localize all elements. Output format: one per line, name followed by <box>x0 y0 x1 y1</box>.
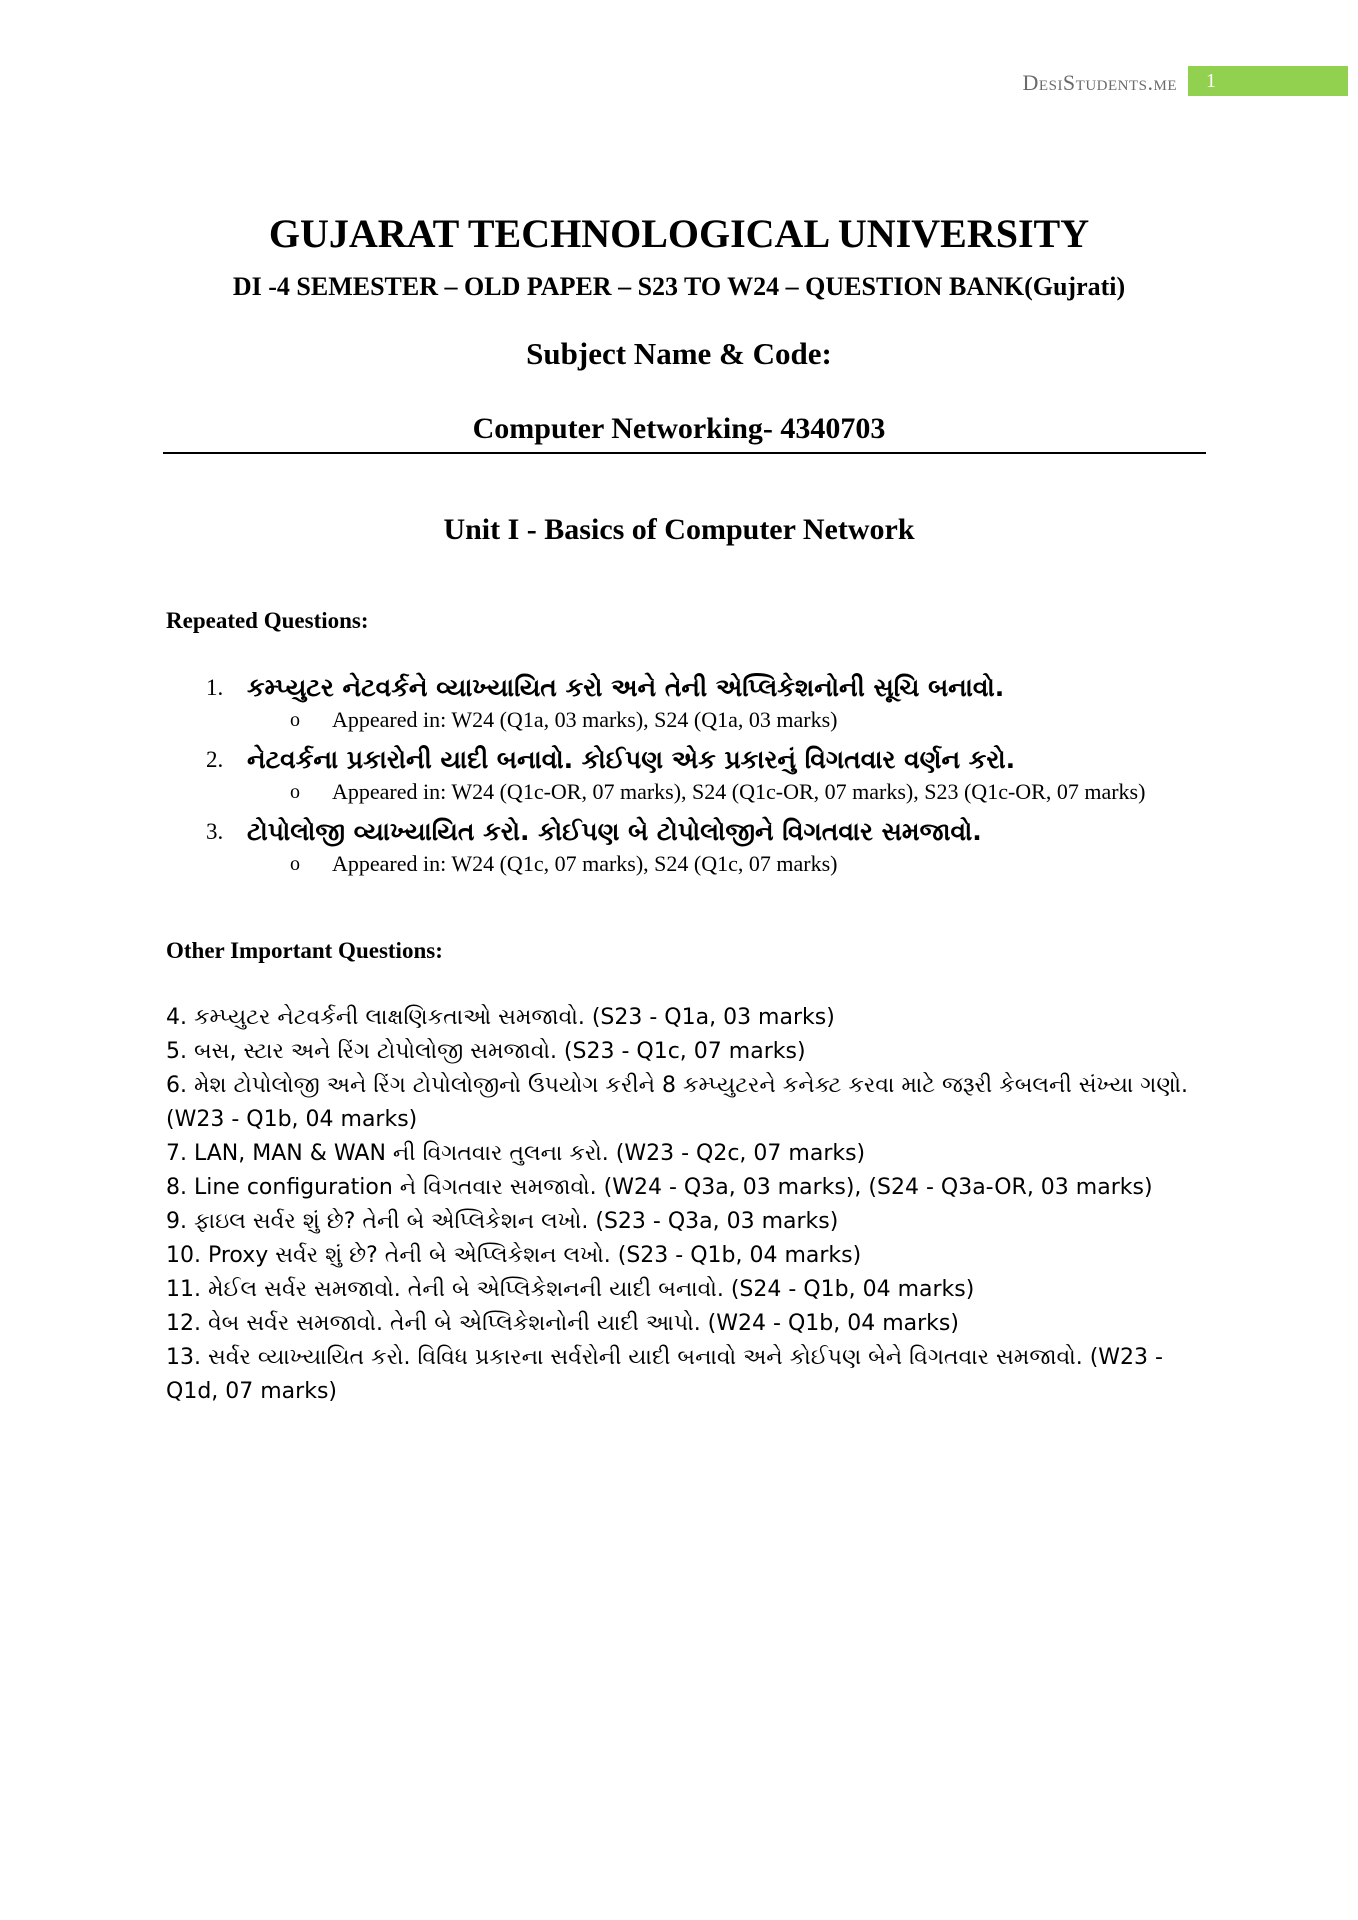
page-subtitle: DI -4 SEMESTER – OLD PAPER – S23 TO W24 – QUESTION BANK(Gujrati) <box>232 272 1126 301</box>
other-question-item: 12. વેબ સર્વર સમજાવો. તેની બે એપ્લિકેશનોની યાદી આપો. (W24 - Q1b, 04 marks) <box>166 1311 959 1336</box>
other-question-item: 6. મેશ ટોપોલોજી અને રિંગ ટોપોલોજીનો ઉપયોગ કરીને 8 કમ્પ્યુટરને કનેક્ટ કરવા માટે જરૂરી કેબલની સંખ્યા ગણો. (W23 - Q1b, 04 marks) <box>166 1073 1189 1132</box>
other-question-item: 13. સર્વર વ્યાખ્યાયિત કરો. વિવિધ પ્રકારના સર્વરોની યાદી બનાવો અને કોઈપણ બેને વિગતવાર સમજાવો. (W23 - Q1d, 07 marks) <box>166 1345 1163 1404</box>
other-question-item: 10. Proxy સર્વર શું છે? તેની બે એપ્લિકેશન લખો. (S23 - Q1b, 04 marks) <box>166 1243 862 1268</box>
question-text: ટોપોલોજી વ્યાખ્યાયિત કરો. કોઈપણ બે ટોપોલોજીને વિગતવાર સમજાવો. <box>247 817 982 846</box>
appeared-in-row <box>166 778 1206 806</box>
other-question-item: 7. LAN, MAN & WAN ની વિગતવાર તુલના કરો. (W23 - Q2c, 07 marks) <box>166 1141 866 1166</box>
repeated-question-item <box>166 742 1206 806</box>
question-number: 2. <box>206 747 224 772</box>
repeated-questions-heading: Repeated Questions: <box>166 608 369 633</box>
appeared-in-row <box>166 850 1206 878</box>
bullet-icon: o <box>290 781 300 803</box>
bullet-icon: o <box>290 709 300 731</box>
page-number-badge <box>1188 66 1348 96</box>
subject-code: Computer Networking- 4340703 <box>472 412 886 445</box>
question-row <box>166 814 1206 850</box>
other-questions-list <box>166 1000 1206 1408</box>
other-question-item: 11. મેઈલ સર્વર સમજાવો. તેની બે એપ્લિકેશનની યાદી બનાવો. (S24 - Q1b, 04 marks) <box>166 1277 975 1302</box>
page-header <box>938 66 1358 98</box>
unit-title: Unit I - Basics of Computer Network <box>443 513 915 546</box>
bullet-icon: o <box>290 853 300 875</box>
repeated-questions-list <box>166 670 1206 886</box>
question-row <box>166 670 1206 706</box>
appeared-in-text: Appeared in: W24 (Q1c, 07 marks), S24 (Q1c, 07 marks) <box>332 851 838 876</box>
question-text: કમ્પ્યુટર નેટવર્કને વ્યાખ્યાયિત કરો અને તેની એપ્લિકેશનોની સૂચિ બનાવો. <box>247 673 1005 702</box>
other-question-item: 5. બસ, સ્ટાર અને રિંગ ટોપોલોજી સમજાવો. (S23 - Q1c, 07 marks) <box>166 1039 806 1064</box>
other-question-item: 8. Line configuration ને વિગતવાર સમજાવો. (W24 - Q3a, 03 marks), (S24 - Q3a-OR, 03 marks) <box>166 1175 1153 1200</box>
question-number: 3. <box>206 819 224 844</box>
other-questions-heading: Other Important Questions: <box>166 938 443 963</box>
appeared-in-text: Appeared in: W24 (Q1a, 03 marks), S24 (Q1a, 03 marks) <box>332 707 838 732</box>
repeated-question-item <box>166 670 1206 734</box>
question-row <box>166 742 1206 778</box>
question-number: 1. <box>206 675 224 700</box>
page-number: 1 <box>1206 70 1216 92</box>
other-question-item: 4. કમ્પ્યુટર નેટવર્કની લાક્ષણિકતાઓ સમજાવો. (S23 - Q1a, 03 marks) <box>166 1005 835 1030</box>
appeared-in-row <box>166 706 1206 734</box>
appeared-in-text: Appeared in: W24 (Q1c-OR, 07 marks), S24 (Q1c-OR, 07 marks), S23 (Q1c-OR, 07 marks) <box>332 779 1146 804</box>
repeated-question-item <box>166 814 1206 878</box>
site-name: DesiStudents.me <box>1022 70 1177 95</box>
other-question-item: 9. ફાઇલ સર્વર શું છે? તેની બે એપ્લિકેશન લખો. (S23 - Q3a, 03 marks) <box>166 1209 839 1234</box>
subject-label: Subject Name & Code: <box>526 336 832 371</box>
divider-rule <box>163 452 1206 454</box>
question-text: નેટવર્કના પ્રકારોની યાદી બનાવો. કોઈપણ એક પ્રકારનું વિગતવાર વર્ણન કરો. <box>247 745 1016 774</box>
page-title: GUJARAT TECHNOLOGICAL UNIVERSITY <box>268 211 1090 256</box>
